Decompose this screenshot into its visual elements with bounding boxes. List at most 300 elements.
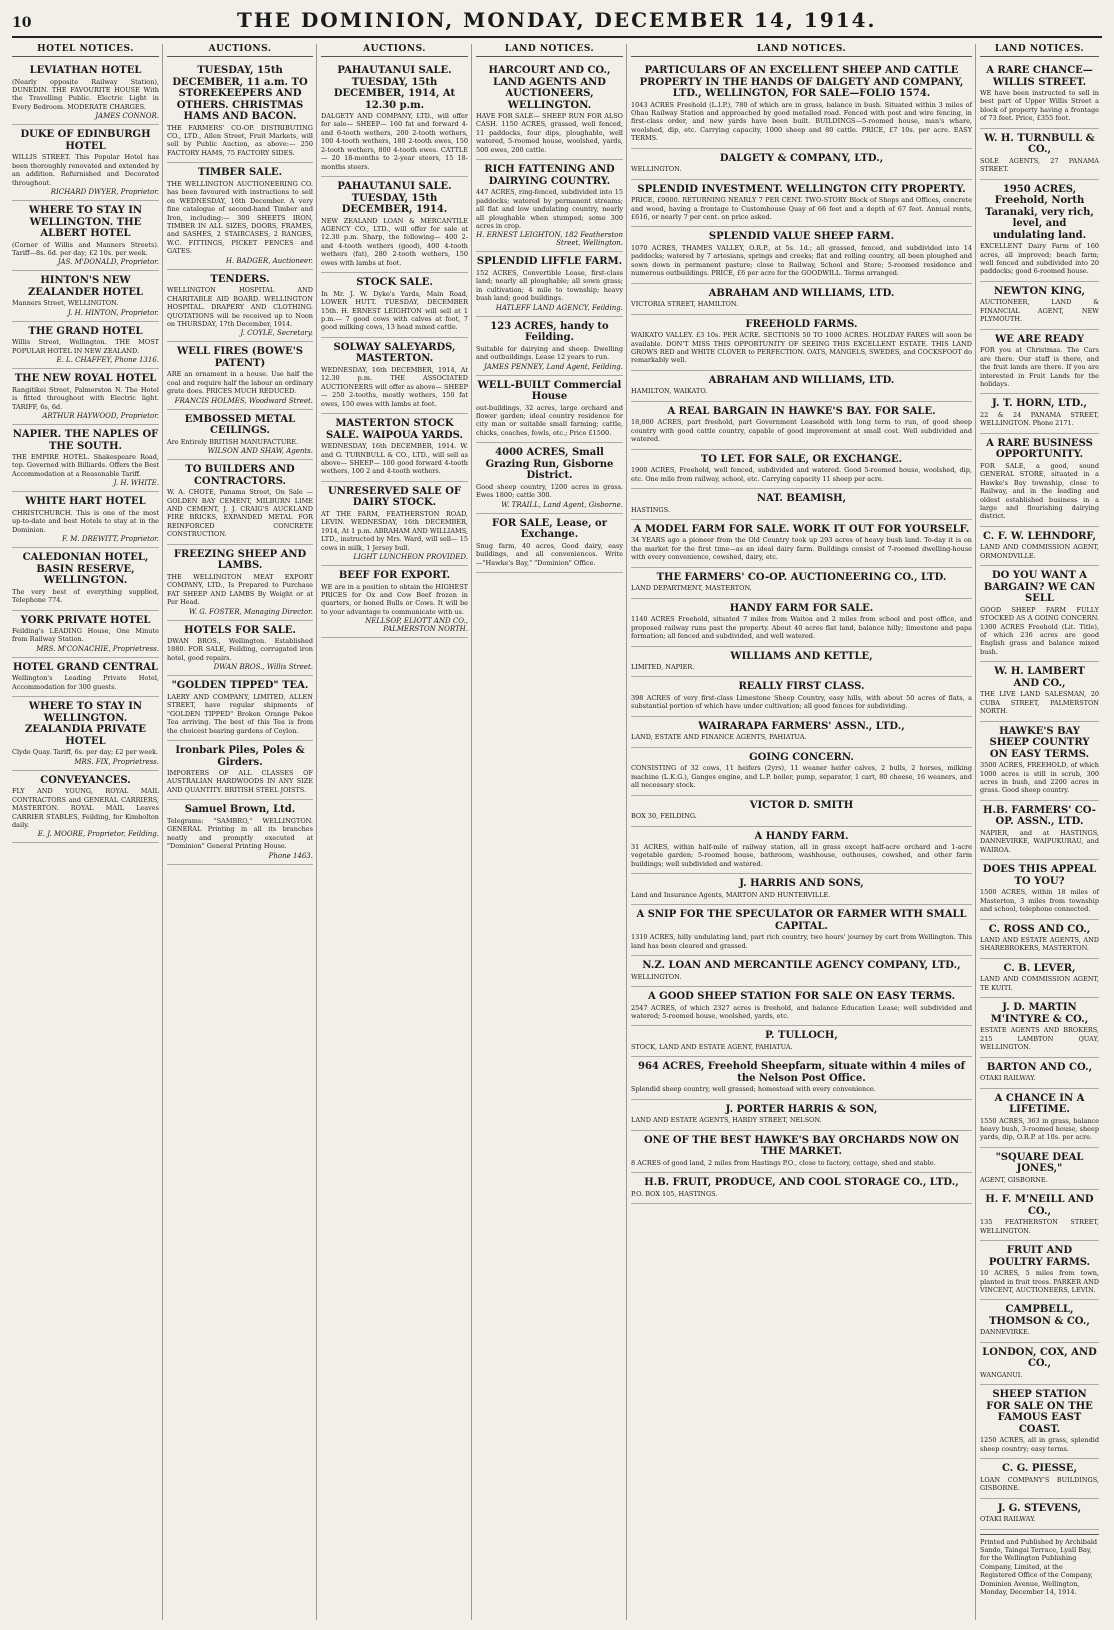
ad-heading: CAMPBELL, THOMSON & CO.,	[989, 1304, 1090, 1327]
ad-heading: YORK PRIVATE HOTEL	[20, 614, 151, 626]
advertisement	[631, 717, 972, 748]
ad-body: Splendid sheep country, well grassed; homestead with every convenience.	[631, 1085, 876, 1094]
advertisement	[167, 676, 313, 741]
ad-signature: J. H. WHITE.	[113, 479, 159, 488]
col5-ads	[631, 61, 972, 1204]
advertisement	[631, 1026, 972, 1057]
ad-body: Rangitikei Street, Palmerston N. The Hotel is fitted throughout with Electric light. TARIFF, 6s, 6d.	[12, 385, 159, 411]
ad-heading: C. ROSS AND CO.,	[988, 923, 1091, 935]
ad-body: 1550 ACRES, 363 in grass, balance heavy bush, 3-roomed house, sheep yards, dip, O.R.P. at 10s. per acre.	[980, 1116, 1099, 1142]
advertisement	[167, 460, 313, 545]
ad-body: ARE an ornament in a house. Use half the coal and require half the labour an ordinary grate does. PRICES MUCH REDUCED.	[167, 370, 313, 396]
advertisement	[12, 61, 159, 125]
advertisement	[321, 61, 468, 177]
ad-body: STOCK, LAND AND ESTATE AGENT, PAHIATUA.	[631, 1042, 793, 1051]
ad-heading: PAHAUTANUI SALE. TUESDAY, 15th DECEMBER, 1914, At 12.30 p.m.	[333, 65, 456, 111]
advertisement	[980, 1459, 1099, 1498]
ad-signature: Phone 1463.	[268, 851, 313, 860]
ad-heading: WE ARE READY	[994, 333, 1084, 345]
ad-signature: H. BADGER, Auctioneer.	[225, 256, 313, 265]
ad-body: NAPIER, and at HASTINGS, DANNEVIRKE, WAIPUKURAU, and WAIROA.	[980, 828, 1099, 854]
ad-body: THE LIVE LAND SALESMAN, 20 CUBA STREET, PALMERSTON NORTH.	[980, 690, 1099, 716]
advertisement	[476, 443, 623, 513]
ad-heading: P. TULLOCH,	[765, 1030, 838, 1042]
ad-heading: WELL FIRES (BOWE'S PATENT)	[176, 346, 304, 369]
ad-heading: J. G. STEVENS,	[997, 1502, 1082, 1514]
ad-body: W. A. CHOTE, Panama Street, On Sale — GOLDEN BAY CEMENT, MILBURN LIME AND CEMENT, J. J. CRAIG'S AUCKLAND FIRE BRICKS, EXPANDED METAL FOR REINFORCED CONCRETE CONSTRUCTION.	[167, 488, 313, 539]
ad-heading: CONVEYANCES.	[40, 774, 131, 786]
ad-body: 1250 ACRES, all in grass, splendid sheep country; easy terms.	[980, 1436, 1099, 1453]
ad-heading: LEVIATHAN HOTEL	[29, 65, 142, 76]
advertisement	[167, 61, 313, 163]
ad-body: CHRISTCHURCH. This is one of the most up-to-date and best Hotels to stay at in the Dominion.	[12, 508, 159, 534]
advertisement	[980, 282, 1099, 330]
ad-heading: SPLENDID VALUE SHEEP FARM.	[708, 231, 895, 243]
ad-body: FOR SALE, a good, sound GENERAL STORE, situated in a Hawke's Bay township, close to Railway, and in the leading and oldest established business in a large and flourishing dairying district.	[980, 461, 1099, 521]
ad-heading: HAWKE'S BAY SHEEP COUNTRY ON EASY TERMS.	[989, 725, 1090, 760]
ad-heading: 123 ACRES, handy to Feilding.	[490, 320, 609, 344]
advertisement	[321, 177, 468, 273]
advertisement	[12, 658, 159, 697]
advertisement	[980, 1300, 1099, 1342]
ad-body: LAERY AND COMPANY, LIMITED, ALLEN STREET, have regular shipments of "GOLDEN TIPPED" Broken Orange Pekoe Tea arriving. The best of this Tea is from the choicest bearing gardens of Ceylon.	[167, 692, 313, 735]
ad-body: DANNEVIRKE.	[980, 1328, 1030, 1337]
advertisement	[631, 987, 972, 1026]
ad-body: THE EMPIRE HOTEL. Shakespeare Road, top. Governed with Billiards. Offers the Best Accommodation at a Reasonable Tariff.	[12, 453, 159, 478]
advertisement	[631, 149, 972, 180]
advertisement	[167, 741, 313, 800]
ad-heading: DALGETY & COMPANY, LTD.,	[719, 152, 884, 164]
ad-body: 8 ACRES of good land, 2 miles from Hastings P.O., close to factory, cottage, shed and stable.	[631, 1158, 936, 1167]
ad-heading: "GOLDEN TIPPED" TEA.	[171, 680, 309, 692]
ad-heading: C. F. W. LEHNDORF,	[983, 530, 1096, 542]
ad-heading: A RARE BUSINESS OPPORTUNITY.	[986, 437, 1093, 461]
advertisement	[631, 874, 972, 905]
ad-body: WELLINGTON.	[631, 165, 682, 174]
advertisement	[321, 566, 468, 638]
ad-heading: TUESDAY, 15th DECEMBER, 11 a.m. TO STOREKEEPERS AND OTHERS. CHRISTMAS HAMS AND BACON.	[172, 65, 308, 122]
ad-signature: RICHARD DWYER, Proprietor.	[50, 188, 159, 196]
ad-body: P.O. BOX 105, HASTINGS.	[631, 1189, 718, 1198]
ad-body: VICTORIA STREET, HAMILTON.	[631, 300, 739, 309]
ad-heading: PAHAUTANUI SALE. TUESDAY, 15th DECEMBER, 1914.	[337, 181, 452, 216]
advertisement	[631, 1131, 972, 1173]
ad-heading: THE FARMERS' CO-OP. AUCTIONEERING CO., LTD.	[656, 571, 947, 583]
advertisement	[321, 273, 468, 338]
advertisement	[631, 647, 972, 678]
ad-body: WANGANUI.	[980, 1370, 1023, 1379]
ad-body: The very best of everything supplied, Telephone 774.	[12, 587, 159, 605]
ad-body: DWAN BROS., Wellington. Established 1880. FOR SALE, Feilding, corrugated iron hotel, good repairs.	[167, 637, 313, 662]
ad-heading: ABRAHAM AND WILLIAMS, LTD.	[708, 374, 895, 386]
col2-ads	[167, 61, 313, 865]
ad-heading: NAPIER. THE NAPLES OF THE SOUTH.	[12, 429, 159, 452]
advertisement	[631, 284, 972, 315]
ad-body: FLY AND YOUNG, ROYAL MAIL CONTRACTORS and GENERAL CARRIERS, MASTERTON. ROYAL MAIL Leaves CARRIER STABLES, Feilding, for Kimbolton daily.	[12, 787, 159, 829]
ad-heading: FRUIT AND POULTRY FARMS.	[988, 1245, 1091, 1268]
advertisement	[980, 566, 1099, 662]
advertisement	[12, 322, 159, 369]
ad-signature: MRS. M'CONACHIE, Proprietress.	[36, 644, 159, 653]
ad-heading: TIMBER SALE.	[197, 167, 283, 179]
ad-body: SOLE AGENTS, 27 PANAMA STREET.	[980, 156, 1099, 174]
ad-signature: JAMES PENNEY, Land Agent, Feilding.	[483, 362, 623, 371]
ad-signature: LIGHT LUNCHEON PROVIDED.	[353, 553, 468, 561]
advertisement	[631, 227, 972, 283]
advertisement	[631, 677, 972, 716]
advertisement	[631, 450, 972, 489]
ad-body: WE have been instructed to sell in best part of Upper Willis Street a block of property having a frontage of 73 feet. Price, £355 foot.	[980, 89, 1099, 123]
column-3	[321, 44, 472, 1620]
ad-body: WAIKATO VALLEY. £3 10s. PER ACRE. SECTIONS 50 TO 1000 ACRES. HOLIDAY FARES will soon be available. DON'T MISS THIS OPPORTUNITY OF SEEING THIS EXCELLENT ESTATE. THIS LAND GROWS RED and WHITE CLOVER to PERFECTION. OATS, MANGELS, SWEDES, and COCKSFOOT do remarkably well.	[631, 331, 972, 365]
advertisement	[980, 129, 1099, 180]
col3-ads	[321, 61, 468, 638]
ad-heading: SPLENDID LIFFLE FARM.	[476, 256, 623, 268]
ad-heading: J. D. MARTIN M'INTYRE & CO.,	[990, 1002, 1089, 1025]
advertisement	[980, 998, 1099, 1057]
ad-body: Feilding's LEADING House, One Minute from Railway Station.	[12, 627, 159, 644]
ad-body: Wellington's Leading Private Hotel, Accommodation for 300 guests.	[12, 674, 159, 691]
ad-body: HAMILTON, WAIKATO.	[631, 387, 708, 396]
ad-heading: WAIRARAPA FARMERS' ASSN., LTD.,	[698, 720, 905, 732]
advertisement	[980, 434, 1099, 527]
col4-ads	[476, 61, 623, 573]
ad-body: Land and Insurance Agents, MARTON AND HUNTERVILLE.	[631, 890, 831, 899]
advertisement	[12, 548, 159, 610]
ad-signature: JAMES CONNOR.	[95, 112, 159, 121]
ad-heading: WILLIAMS AND KETTLE,	[730, 650, 873, 662]
ad-heading: THE GRAND HOTEL	[28, 325, 143, 337]
ad-body: AT THE FARM, FEATHERSTON ROAD, LEVIN. WEDNESDAY, 16th DECEMBER, 1914, At 1 p.m. ABRAHAM AND WILLIAMS, LTD., instructed by Mrs. Ward, will sell— 15 cows in milk, 1 Jersey bull.	[321, 509, 468, 552]
ad-heading: LONDON, COX, AND CO.,	[982, 1346, 1097, 1370]
column-heading: AUCTIONS.	[167, 44, 313, 57]
ad-heading: HANDY FARM FOR SALE.	[729, 602, 874, 614]
advertisement	[12, 697, 159, 770]
column-heading: LAND NOTICES.	[980, 44, 1099, 57]
advertisement	[631, 905, 972, 956]
ad-signature: E. L. CHAFFEY, Phone 1316.	[56, 356, 159, 365]
ad-heading: 4000 ACRES, Small Grazing Run, Gisborne District.	[485, 447, 614, 482]
ad-signature: H. ERNEST LEIGHTON, 182 Featherston Street, Wellington.	[476, 231, 623, 248]
ad-heading: DOES THIS APPEAL TO YOU?	[982, 864, 1097, 887]
ad-signature: DWAN BROS., Willis Street.	[213, 663, 313, 672]
column-6	[980, 44, 1102, 1620]
ad-body: 34 YEARS ago a pioneer from the Old Country took up 293 acres of heavy bush land. To-day it is on the market for the first time—as an ideal dairy farm. Buildings consist of 7-roomed dwelling-house with every convenience, cowshed, dairy, etc.	[631, 536, 972, 562]
ad-body: Suitable for dairying and sheep. Dwelling and outbuildings. Lease 12 years to run.	[476, 344, 623, 362]
ad-heading: WHERE TO STAY IN WELLINGTON. ZEALANDIA PRIVATE HOTEL	[25, 701, 146, 747]
ad-heading: HOTEL GRAND CENTRAL	[13, 661, 158, 673]
ad-body: THE WELLINGTON MEAT EXPORT COMPANY, LTD., Is Prepared to Purchase FAT SHEEP AND LAMBS By Weight or at Per Head.	[167, 572, 313, 607]
ad-heading: FREEZING SHEEP AND LAMBS.	[173, 548, 307, 572]
advertisement	[980, 61, 1099, 129]
advertisement	[12, 771, 159, 844]
ad-body: (Corner of Willis and Manners Streets). Tariff—8s. 6d. per day; £2 10s. per week.	[12, 240, 159, 257]
page-title: THE DOMINION, MONDAY, DECEMBER 14, 1914.	[236, 8, 877, 32]
ad-body: In Mr. J. W. Dyke's Yards, Main Road, LOWER HUTT. TUESDAY, DECEMBER 15th. H. ERNEST LEIGHTON will sell at 1 p.m.— 7 good cows with calves at foot, 7 good milking cows, 13 head mixed cattle.	[321, 289, 468, 332]
ad-body: WELLINGTON.	[631, 972, 682, 981]
ad-body: Snug farm, 40 acres, Good dairy, easy buildings, and all conveniences. Write—"Hawke's Bay," "Dominion" Office.	[476, 541, 623, 567]
ad-heading: H.B. FRUIT, PRODUCE, AND COOL STORAGE CO., LTD.,	[644, 1177, 959, 1189]
advertisement	[321, 414, 468, 482]
advertisement	[631, 827, 972, 875]
ad-signature: JAS. M'DONALD, Proprietor.	[57, 258, 159, 267]
advertisement	[12, 271, 159, 321]
advertisement	[980, 1499, 1099, 1530]
advertisement	[631, 489, 972, 520]
ad-body: Good sheep country, 1200 acres in grass. Ewes 1800; cattle 300.	[476, 482, 623, 500]
advertisement	[167, 270, 313, 343]
advertisement	[321, 482, 468, 566]
advertisement	[167, 163, 313, 269]
col6-ads	[980, 61, 1099, 1530]
ad-body: LAND AND ESTATE AGENTS, AND SHAREBROKERS, MASTERTON.	[980, 936, 1099, 953]
ad-heading: CALEDONIAN HOTEL, BASIN RESERVE, WELLINGTON.	[22, 552, 149, 587]
ad-signature: F. M. DREWITT, Proprietor.	[62, 535, 159, 544]
column-heading: AUCTIONS.	[321, 44, 468, 57]
advertisement	[12, 369, 159, 425]
ad-body: 1310 ACRES, hilly undulating land, part rich country, two hours' journey by cart from Wellington. This land has been cleared and grassed.	[631, 933, 972, 950]
column-heading: LAND NOTICES.	[631, 44, 972, 57]
ad-heading: TENDERS.	[210, 273, 270, 285]
advertisement	[167, 410, 313, 460]
ad-body: PRICE, £9000. RETURNING NEARLY 7 PER CENT. TWO-STORY Block of Shops and Offices, concrete and wood, having a frontage to Customhouse Quay of 66 feet and a depth of 67 feet. Annual rents, £616, or nearly 7 per cent. on price asked.	[631, 196, 972, 221]
advertisement	[12, 201, 159, 271]
ad-signature: NELLSOP, ELIOTT AND CO., PALMERSTON NORTH.	[365, 617, 468, 634]
advertisement	[12, 611, 159, 658]
ad-body: Clyde Quay. Tariff, 6s. per day; £2 per week.	[12, 748, 159, 757]
ad-body: CONSISTING of 32 cows, 11 heifers (2yrs), 11 weaner heifer calves, 2 bulls, 2 horses, milking machine (L.K.G.), Ganges engine, and L.P. boiler, pump, separator, 1 cart, 80 cheese, 16 weaners, and all necessary stock.	[631, 764, 972, 790]
ad-heading: FOR SALE, Lease, or Exchange.	[492, 517, 607, 541]
ad-body: 31 ACRES, within half-mile of railway station, all in grass except half-acre orchard and 1-acre vegetable garden; 5-roomed house, bathroom, washhouse, outhouses, cowshed, and other farm buildings; well subdivided and watered.	[631, 843, 972, 868]
ad-heading: VICTOR D. SMITH	[749, 799, 854, 811]
ad-body: 2547 ACRES, of which 2327 acres is freehold, and balance Education Lease; well subdivided and watered; 5-roomed house, woolshed, yards, etc.	[631, 1003, 972, 1020]
advertisement	[631, 371, 972, 402]
advertisement	[980, 1343, 1099, 1385]
ad-body: LAND, ESTATE AND FINANCE AGENTS, PAHIATUA.	[631, 733, 807, 742]
ad-heading: UNRESERVED SALE OF DAIRY STOCK.	[327, 485, 462, 509]
advertisement	[980, 1058, 1099, 1089]
advertisement	[476, 514, 623, 573]
ad-heading: SOLWAY SALEYARDS, MASTERTON.	[333, 341, 456, 365]
ad-body: AUCTIONEER, LAND & FINANCIAL AGENT, NEW PLYMOUTH.	[980, 298, 1099, 324]
ad-body: Manners Street, WELLINGTON.	[12, 299, 119, 308]
ad-signature: J. H. HINTON, Proprietor.	[67, 308, 159, 317]
advertisement	[631, 1057, 972, 1099]
ad-heading: A MODEL FARM FOR SALE. WORK IT OUT FOR YOURSELF.	[633, 523, 970, 535]
columns	[12, 44, 1102, 1620]
advertisement	[631, 796, 972, 827]
ad-heading: BARTON AND CO.,	[986, 1061, 1093, 1073]
ad-heading: Ironbark Piles, Poles & Girders.	[175, 745, 305, 768]
ad-body: 135 FEATHERSTON STREET, WELLINGTON.	[980, 1218, 1099, 1235]
ad-body: 10 ACRES, 5 miles from town, planted in fruit trees. PARKER AND VINCENT, AUCTIONEERS, LEVIN.	[980, 1269, 1099, 1294]
ad-signature: J. COYLE, Secretary.	[240, 329, 313, 338]
ad-heading: "SQUARE DEAL JONES,"	[995, 1151, 1084, 1175]
ad-heading: DO YOU WANT A BARGAIN? WE CAN SELL	[983, 570, 1096, 605]
advertisement	[12, 425, 159, 492]
ad-body: BOX 30, FEILDING.	[631, 812, 697, 821]
ad-signature: ARTHUR HAYWOOD, Proprietor.	[42, 412, 159, 420]
advertisement	[980, 801, 1099, 860]
advertisement	[980, 1385, 1099, 1459]
advertisement	[980, 860, 1099, 919]
ad-heading: TO BUILDERS AND CONTRACTORS.	[185, 464, 295, 487]
ad-signature: E. J. MOORE, Proprietor, Feilding.	[37, 830, 159, 839]
col1-ads	[12, 61, 159, 843]
ad-heading: TO LET. FOR SALE, OR EXCHANGE.	[700, 453, 903, 465]
ad-heading: EMBOSSED METAL CEILINGS.	[184, 413, 296, 437]
ad-body: HAVE FOR SALE— SHEEP RUN FOR ALSO CASH. 1150 ACRES, grassed, well fenced, 11 paddocks, four dips, ploughable, well watered, 5-roomed house, woolshed, yards, 500 ewes, 200 cattle.	[476, 112, 623, 154]
ad-heading: W. H. LAMBERT AND CO.,	[994, 666, 1085, 689]
column-heading: HOTEL NOTICES.	[12, 44, 159, 57]
advertisement	[12, 492, 159, 548]
ad-body: LAND AND COMMISSION AGENT, ORMONDVILLE.	[980, 543, 1099, 560]
ad-body: ESTATE AGENTS AND BROKERS, 215 LAMBTON QUAY, WELLINGTON.	[980, 1026, 1099, 1052]
ad-heading: N.Z. LOAN AND MERCANTILE AGENCY COMPANY, LTD.,	[642, 960, 961, 972]
ad-body: WELLINGTON HOSPITAL AND CHARITABLE AID BOARD. WELLINGTON HOSPITAL. DRAPERY AND CLOTHING. QUOTATIONS will be received up to Noon on THURSDAY, 17th December, 1914.	[167, 286, 313, 328]
ad-body: FOR you at Christmas. The Cars are there. Our staff is there, and the fruit lands are there. If you are interested in Fruit Lands for the holidays.	[980, 346, 1099, 388]
masthead	[12, 8, 1102, 38]
advertisement	[980, 662, 1099, 721]
ad-body: DALGETY AND COMPANY, LTD., will offer for sale— SHEEP— 160 fat and forward 4- and 6-tooth wethers, 200 2-tooth wethers, 100 4-tooth wethers, 180 2-tooth ewes, 150 2-tooth wethers, 800 4-tooth ewes. CATTLE— 20 18-months to 2-year steers, 15 18-months steers.	[321, 112, 468, 171]
ad-heading: SPLENDID INVESTMENT. WELLINGTON CITY PROPERTY.	[637, 183, 966, 195]
ad-heading: REALLY FIRST CLASS.	[738, 681, 865, 693]
page-number: 10	[12, 15, 32, 31]
ad-body: LOAN COMPANY'S BUILDINGS, GISBORNE.	[980, 1475, 1099, 1493]
ad-body: 3500 ACRES, FREEHOLD, of which 1000 acres is still in scrub, 300 acres in bush, and 2200 acres in grass. Good sheep country.	[980, 761, 1099, 795]
advertisement	[980, 1089, 1099, 1148]
ad-body: 398 ACRES of very first-class Limestone Sheep Country, easy hills, with about 50 acres of flats, a substantial portion of which have under cultivation; all good fences for subdividing.	[631, 693, 972, 711]
advertisement	[476, 160, 623, 252]
ad-heading: A GOOD SHEEP STATION FOR SALE ON EASY TERMS.	[647, 991, 956, 1003]
ad-heading: J. HARRIS AND SONS,	[739, 878, 864, 890]
advertisement	[631, 402, 972, 450]
advertisement	[321, 338, 468, 414]
ad-signature: WILSON AND SHAW, Agents.	[207, 447, 313, 456]
ad-heading: A SNIP FOR THE SPECULATOR OR FARMER WITH SMALL CAPITAL.	[636, 909, 967, 932]
ad-heading: FREEHOLD FARMS.	[745, 318, 858, 330]
advertisement	[631, 956, 972, 987]
ad-heading: H. F. M'NEILL AND CO.,	[985, 1194, 1094, 1217]
ad-heading: PARTICULARS OF AN EXCELLENT SHEEP AND CATTLE PROPERTY IN THE HANDS OF DALGETY AND COMPANY, LTD., WELLINGTON, FOR SALE—FOLIO 1574.	[639, 65, 964, 99]
ad-body: Willis Street, Wellington. THE MOST POPULAR HOTEL IN NEW ZEALAND.	[12, 338, 159, 355]
ad-body: 447 ACRES, ring-fenced, subdivided into 15 paddocks; watered by permanent streams; all flat and low undulating country, nearly all ploughable when stumped; some 300 acres in crop.	[476, 188, 623, 230]
ad-heading: WHERE TO STAY IN WELLINGTON. THE ALBERT HOTEL	[28, 205, 143, 239]
advertisement	[631, 568, 972, 599]
ad-body: 22 & 24 PANAMA STREET, WELLINGTON. Phone 2171.	[980, 410, 1099, 428]
column-4	[476, 44, 627, 1620]
ad-heading: HINTON'S NEW ZEALANDER HOTEL	[28, 275, 143, 298]
ad-heading: NEWTON KING,	[994, 285, 1085, 297]
ad-body: NEW ZEALAND LOAN & MERCANTILE AGENCY CO., LTD., will offer for sale at 12.30 p.m. Sharp, the following— 400 2- and 4-tooth wethers (good), 400 4-tooth wethers (fat), 280 2-tooth wethers, 150 ewes with lambs at foot.	[321, 216, 468, 267]
advertisement	[167, 621, 313, 677]
ad-body: Are Entirely BRITISH MANUFACTURE.	[167, 437, 299, 446]
ad-body: 1500 ACRES, within 18 miles of Masterton, 3 miles from township and school, telephone connected.	[980, 888, 1099, 914]
ad-heading: A CHANCE IN A LIFETIME.	[994, 1092, 1085, 1115]
ad-body: (Nearly opposite Railway Station), DUNEDIN. THE FAVOURITE HOUSE With the Travelling Public. Electric Light in Every Bedroom. MODERATE CHARGES.	[12, 77, 159, 111]
advertisement	[980, 722, 1099, 801]
advertisement	[167, 342, 313, 409]
ad-body: THE WELLINGTON AUCTIONEERING CO. has been favoured with instructions to sell on WEDNESDAY, 16th December. A very fine catalogue of second-hand Timber and Iron, including:— 300 SHEETS IRON, TIMBER IN ALL SIZES, DOORS, FRAMES, and SASHES, 2 STAIRCASES, 2 RANGES, W.C. FITTINGS, PICKET FENCES and GATES.	[167, 179, 313, 256]
ad-heading: HARCOURT AND CO., LAND AGENTS AND AUCTIONEERS, WELLINGTON.	[488, 65, 611, 111]
ad-heading: WELL-BUILT Commercial House	[477, 379, 622, 402]
advertisement	[631, 748, 972, 796]
ad-body: WILLIS STREET. This Popular Hotel has been thoroughly renovated and extended by an addition. Refurnished and Decorated throughout.	[12, 153, 159, 187]
ad-heading: J. PORTER HARRIS & SON,	[725, 1103, 878, 1115]
advertisement	[980, 920, 1099, 959]
advertisement	[476, 317, 623, 376]
ad-heading: ONE OF THE BEST HAWKE'S BAY ORCHARDS NOW ON THE MARKET.	[643, 1134, 960, 1158]
advertisement	[980, 527, 1099, 566]
ad-body: HASTINGS.	[631, 505, 670, 514]
advertisement	[631, 180, 972, 228]
advertisement	[980, 330, 1099, 395]
ad-body: EXCELLENT Dairy Farm of 160 acres, all improved; beach farm; well fenced and subdivided into 20 paddocks; good 6-roomed house.	[980, 242, 1099, 276]
ad-body: LAND DEPARTMENT, MASTERTON.	[631, 584, 752, 593]
ad-heading: DUKE OF EDINBURGH HOTEL	[20, 129, 151, 152]
ad-body: 1140 ACRES Freehold, situated 7 miles from Waitoa and 2 miles from school and post office, and proposed railway runs past the property. About 40 acres flat land, balance hilly; limestone and papa formation; all fenced and subdivided, and well watered.	[631, 615, 972, 641]
ad-body: 18,000 ACRES, part freehold, part Government Leasehold with long term to run, of good sheep country with good cattle country, capable of good improvement at small cost. Well subdivided and watered.	[631, 418, 972, 444]
ad-signature: FRANCIS HOLMES, Woodward Street.	[174, 396, 313, 405]
column-1	[12, 44, 163, 1620]
ad-heading: W. H. TURNBULL & CO.,	[984, 132, 1095, 156]
advertisement	[631, 520, 972, 568]
ad-heading: Samuel Brown, Ltd.	[184, 804, 296, 816]
ad-heading: A REAL BARGAIN IN HAWKE'S BAY. FOR SALE.	[667, 405, 936, 417]
advertisement	[980, 959, 1099, 998]
ad-heading: 964 ACRES, Freehold Sheepfarm, situate within 4 miles of the Nelson Post Office.	[638, 1061, 965, 1084]
ad-body: OTAKI RAILWAY.	[980, 1515, 1036, 1524]
ad-body: THE FARMERS' CO-OP. DISTRIBUTING CO., LTD., Allen Street, Fruit Markets, will sell by Public Auction, as above:— 250 FACTORY HAMS, 75 FACTORY SIDES.	[167, 123, 313, 157]
ad-body: GOOD SHEEP FARM FULLY STOCKED AS A GOING CONCERN. 1300 ACRES Freehold (Lit. Title), of which 236 acres are good English grass and balance mixed bush.	[980, 605, 1099, 656]
advertisement	[167, 545, 313, 621]
ad-body: LAND AND COMMISSION AGENT, TE KUITI.	[980, 975, 1099, 992]
ad-heading: J. T. HORN, LTD.,	[992, 398, 1087, 410]
column-5	[631, 44, 976, 1620]
ad-heading: ABRAHAM AND WILLIAMS, LTD.	[708, 287, 895, 299]
advertisement	[631, 61, 972, 149]
advertisement	[476, 376, 623, 444]
ad-body: 1900 ACRES, Freehold, well fenced, subdivided and watered. Good 5-roomed house, woolshed, dip, etc. One mile from railway, school, etc. Carrying capacity 11 sheep per acre.	[631, 466, 972, 483]
ad-body: OTAKI RAILWAY.	[980, 1074, 1036, 1083]
ad-body: out-buildings, 32 acres, large orchard and flower garden; ideal country residence for city man or suitable small farming; cattle, chicks, coaches, fowls, etc.; Price £1500.	[476, 403, 623, 437]
ad-heading: BEEF FOR EXPORT.	[338, 570, 451, 581]
ad-heading: H.B. FARMERS' CO-OP. ASSN., LTD.	[983, 804, 1096, 828]
ad-signature: MRS. FIX, Proprietress.	[74, 757, 159, 766]
ad-body: AGENT, GISBORNE.	[980, 1175, 1048, 1184]
advertisement	[631, 1100, 972, 1131]
ad-body: WEDNESDAY, 16th DECEMBER, 1914, At 12.30 p.m. THE ASSOCIATED AUCTIONEERS will offer as above— SHEEP— 250 2-tooths, mostly wethers, 150 fat ewes, 150 ewes with lambs at foot.	[321, 365, 468, 408]
ad-body: 1043 ACRES Freehold (L.I.P.), 780 of which are in grass, balance in bush. Situated within 3 miles of Ohau Railway Station and approached by good metalled road. Fenced with post and wire fencing, in first-class order, and new yards have been built. BUILDINGS—5-roomed house, man's whare, woolshed, dip, etc. Carrying capacity, 1000 sheep and 80 cattle. PRICE, £7 10s. per acre. EASY TERMS.	[631, 100, 972, 143]
column-2	[167, 44, 317, 1620]
ad-body: 152 ACRES, Convertible Lease, first-class land; nearly all ploughable; all sown grass; in cultivation; 4 mile to township; heavy bush land; good buildings.	[476, 268, 623, 303]
advertisement	[980, 1241, 1099, 1300]
advertisement	[631, 599, 972, 647]
ad-heading: C. G. PIESSE,	[1001, 1463, 1078, 1475]
ad-signature: HATLEFF LAND AGENCY, Feilding.	[495, 303, 623, 312]
advertisement	[631, 1173, 972, 1204]
advertisement	[980, 1190, 1099, 1241]
ad-heading: 1950 ACRES, Freehold, North Taranaki, very rich, level, and undulating land.	[985, 183, 1094, 241]
column-heading: LAND NOTICES.	[476, 44, 623, 57]
ad-heading: HOTELS FOR SALE.	[184, 624, 296, 636]
ad-body: 1070 ACRES, THAMES VALLEY, O.R.P., at 5s. 1d.; all grassed, fenced, and subdivided into 14 paddocks; watered by 7 artesians, springs and creeks; flat and rolling country, all been ploughed and sown down in permanent pasture; close to Railway, School and Store; 5-roomed residence and numerous outbuildings. PRICE, £6 per acre for the GOODWILL. Terms arranged.	[631, 243, 972, 278]
ad-body: LAND AND ESTATE AGENTS, HARDY STREET, NELSON.	[631, 1116, 822, 1125]
ad-heading: A RARE CHANCE—WILLIS STREET.	[986, 65, 1093, 88]
ad-heading: WHITE HART HOTEL	[25, 496, 146, 508]
ad-heading: NAT. BEAMISH,	[756, 493, 847, 504]
ad-heading: SHEEP STATION FOR SALE ON THE FAMOUS EAST COAST.	[986, 1389, 1093, 1435]
